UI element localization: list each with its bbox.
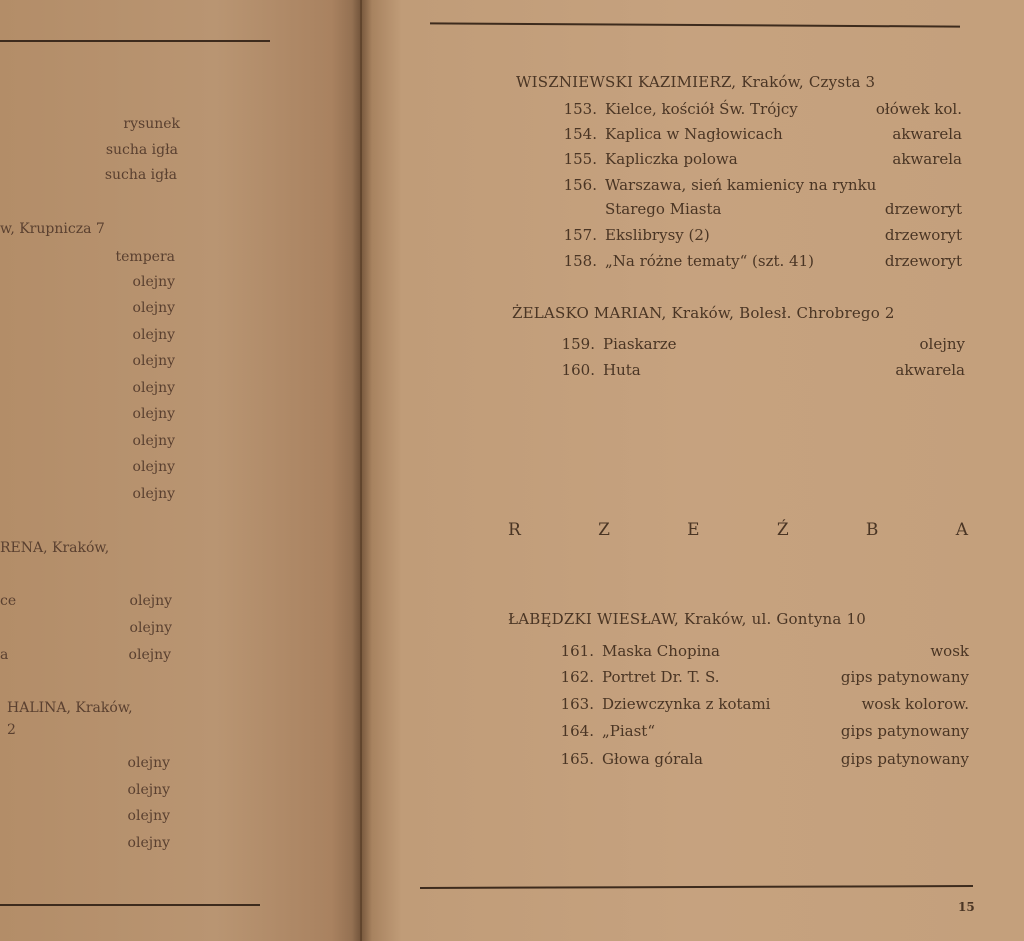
entry-medium: gips patynowany [840, 668, 969, 686]
entry-medium: akwarela [895, 361, 965, 379]
left-title-fragment: ce [0, 593, 17, 609]
entry-number: 158. [563, 252, 597, 270]
section-letter: R [508, 520, 521, 540]
entry-medium: drzeworyt [884, 200, 962, 218]
left-page [0, 0, 360, 941]
entry-medium: olejny [919, 335, 965, 353]
entry-medium: drzeworyt [884, 252, 962, 270]
entry-title: Ekslibrysy (2) [605, 226, 710, 244]
entry-title: Głowa górala [602, 750, 703, 768]
entry-number: 163. [560, 695, 594, 713]
left-medium: olejny [132, 327, 175, 343]
section-letter: E [687, 520, 700, 540]
entry-medium: gips patynowany [840, 750, 969, 768]
left-medium: olejny [132, 406, 175, 422]
entry-title: Warszawa, sień kamienicy na rynku [605, 176, 877, 194]
top-rule-right [430, 22, 960, 27]
left-medium: olejny [132, 274, 175, 290]
left-medium: olejny [132, 380, 175, 396]
artist-heading: WISZNIEWSKI KAZIMIERZ, Kraków, Czysta 3 [516, 73, 876, 91]
entry-title: Starego Miasta [605, 200, 722, 218]
right-page [362, 0, 1024, 941]
entry-number: 165. [560, 750, 594, 768]
entry-number: 156. [563, 176, 597, 194]
book-gutter [352, 0, 372, 941]
bottom-rule-right [420, 885, 973, 889]
left-medium: olejny [128, 647, 171, 663]
entry-number: 155. [563, 150, 597, 168]
bottom-rule-left [0, 904, 260, 906]
entry-number: 164. [560, 722, 594, 740]
entry-number: 162. [560, 668, 594, 686]
artist-heading: ŻELASKO MARIAN, Kraków, Bolesł. Chrobrego 2 [512, 304, 895, 322]
section-letter: Z [598, 520, 610, 540]
entry-title: Portret Dr. T. S. [602, 668, 720, 686]
left-medium: sucha igła [104, 167, 177, 183]
entry-number: 153. [563, 100, 597, 118]
entry-medium: wosk [930, 642, 969, 660]
artist-heading: ŁABĘDZKI WIESŁAW, Kraków, ul. Gontyna 10 [508, 610, 867, 628]
entry-number: 161. [560, 642, 594, 660]
section-letter: Ź [776, 520, 789, 540]
left-medium: olejny [132, 486, 175, 502]
entry-medium: gips patynowany [840, 722, 969, 740]
entry-title: Kapliczka polowa [605, 150, 738, 168]
left-medium: sucha igła [105, 142, 178, 158]
entry-title: Dziewczynka z kotami [602, 695, 771, 713]
left-artist-fragment: HALINA, Kraków, [7, 700, 133, 716]
left-medium: olejny [127, 782, 170, 798]
top-rule-left [0, 40, 270, 42]
entry-title: Kielce, kościół Św. Trójcy [605, 100, 798, 118]
left-artist-fragment: RENA, Kraków, [0, 540, 110, 556]
left-medium: olejny [127, 808, 170, 824]
entry-number: 154. [563, 125, 597, 143]
left-medium: olejny [132, 433, 175, 449]
left-title-fragment: a [0, 647, 9, 663]
left-artist-fragment: w, Krupnicza 7 [0, 221, 105, 237]
entry-number: 157. [563, 226, 597, 244]
entry-title: Maska Chopina [602, 642, 720, 660]
left-medium: olejny [129, 593, 172, 609]
left-medium: olejny [127, 755, 170, 771]
entry-title: Kaplica w Nagłowicach [605, 125, 783, 143]
left-medium: tempera [115, 249, 175, 265]
section-heading-rzezba [508, 520, 968, 540]
entry-medium: drzeworyt [884, 226, 962, 244]
left-artist-fragment: 2 [7, 722, 16, 738]
left-medium: olejny [127, 835, 170, 851]
entry-medium: akwarela [892, 150, 962, 168]
entry-title: „Na różne tematy“ (szt. 41) [605, 252, 814, 270]
entry-title: Huta [603, 361, 641, 379]
entry-medium: akwarela [892, 125, 962, 143]
left-medium: olejny [132, 459, 175, 475]
entry-medium: wosk kolorow. [861, 695, 969, 713]
left-medium: olejny [132, 300, 175, 316]
section-letter: B [865, 520, 879, 540]
section-letter: A [955, 520, 968, 540]
entry-number: 160. [561, 361, 595, 379]
left-medium: olejny [132, 353, 175, 369]
entry-title: „Piast“ [602, 722, 655, 740]
entry-number: 159. [561, 335, 595, 353]
entry-title: Piaskarze [603, 335, 677, 353]
left-medium: rysunek [123, 116, 180, 132]
entry-medium: ołówek kol. [875, 100, 962, 118]
left-medium: olejny [129, 620, 172, 636]
page-number: 15 [958, 900, 975, 914]
